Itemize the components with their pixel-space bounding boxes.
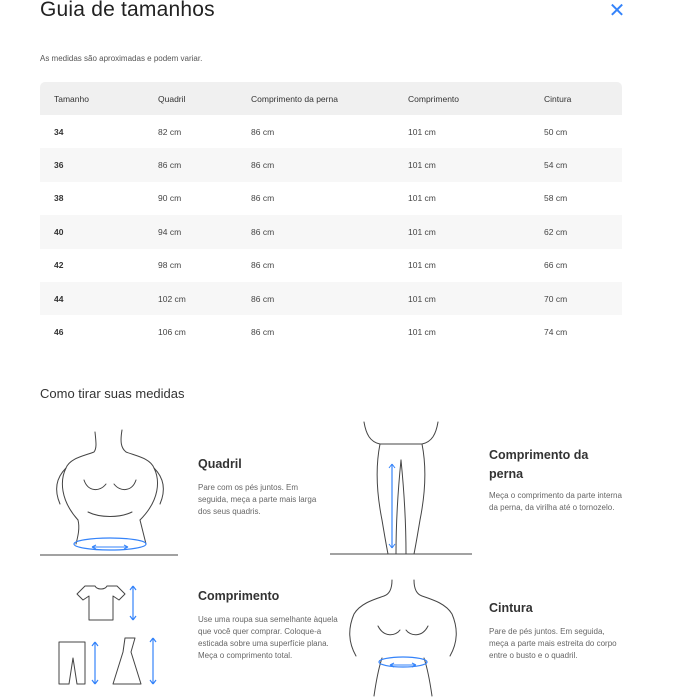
length-cell: 101 cm (408, 193, 436, 204)
header-comprimento-perna: Comprimento da perna (237, 82, 394, 115)
hip-cell: 94 cm (144, 215, 237, 248)
table-row (40, 115, 622, 148)
size-cell: 40 (40, 215, 144, 248)
size-cell: 42 (54, 260, 64, 271)
garment-length-illustration (55, 580, 165, 692)
leg-length-description: Meça o comprimento da parte interna da perna, da virilha até o tornozelo. (489, 491, 622, 512)
table-row (40, 215, 622, 248)
waist-description: Pare de pés juntos. Em seguida, meça a parte mais estreita do corpo entre o busto e o quadril. (489, 627, 617, 660)
waist-cell: 50 cm (544, 126, 568, 137)
length-cell: 101 cm (408, 327, 436, 338)
header-comprimento: Comprimento (394, 82, 530, 115)
header-quadril: Quadril (144, 82, 237, 115)
how-to-measure-title: Como tirar suas medidas (40, 386, 185, 401)
table-row (40, 148, 622, 181)
disclaimer-text: As medidas são aproximadas e podem variar. (40, 54, 203, 63)
length-cell: 101 cm (394, 282, 530, 315)
leg-length-cell: 86 cm (251, 260, 275, 271)
leg-length-cell: 86 cm (251, 327, 275, 338)
hip-title: Quadril (198, 457, 242, 471)
length-cell: 101 cm (394, 148, 530, 181)
size-cell: 34 (54, 126, 64, 137)
leg-length-cell: 86 cm (237, 148, 394, 181)
modal-title: Guia de tamanhos (40, 0, 215, 21)
waist-measure-illustration (338, 578, 466, 699)
table-header-row (40, 82, 622, 115)
size-cell: 36 (40, 148, 144, 181)
size-table (40, 82, 622, 349)
length-title: Comprimento (198, 589, 280, 603)
waist-cell: 62 cm (530, 215, 622, 248)
leg-length-illustration (330, 420, 472, 560)
size-cell: 46 (54, 327, 64, 338)
leg-length-cell: 86 cm (251, 126, 275, 137)
length-cell: 101 cm (394, 215, 530, 248)
hip-measure-illustration (40, 420, 180, 560)
waist-cell: 54 cm (530, 148, 622, 181)
waist-cell: 74 cm (544, 327, 568, 338)
waist-title: Cintura (489, 601, 533, 615)
length-description: Use uma roupa sua semelhante àquela que você quer comprar. Coloque-a esticada sobre uma superfície plana. Meça o comprimento total. (198, 615, 338, 660)
hip-cell: 82 cm (158, 126, 182, 137)
hip-cell: 86 cm (144, 148, 237, 181)
waist-cell: 70 cm (530, 282, 622, 315)
leg-length-cell: 86 cm (237, 215, 394, 248)
size-cell: 38 (54, 193, 64, 204)
length-cell: 101 cm (408, 126, 436, 137)
hip-cell: 90 cm (158, 193, 182, 204)
table-row (40, 315, 622, 348)
table-row (40, 282, 622, 315)
table-row (40, 249, 622, 282)
waist-cell: 58 cm (544, 193, 568, 204)
leg-length-cell: 86 cm (237, 282, 394, 315)
table-row (40, 182, 622, 215)
leg-length-title: Comprimento da perna (489, 448, 589, 481)
close-icon[interactable]: ✕ (608, 0, 626, 22)
leg-length-cell: 86 cm (251, 193, 275, 204)
hip-cell: 98 cm (158, 260, 182, 271)
hip-cell: 102 cm (144, 282, 237, 315)
hip-description: Pare com os pés juntos. Em seguida, meça a parte mais larga dos seus quadris. (198, 483, 317, 516)
header-tamanho: Tamanho (40, 82, 144, 115)
size-cell: 44 (40, 282, 144, 315)
length-cell: 101 cm (408, 260, 436, 271)
hip-cell: 106 cm (158, 327, 186, 338)
header-cintura: Cintura (530, 82, 622, 115)
waist-cell: 66 cm (544, 260, 568, 271)
